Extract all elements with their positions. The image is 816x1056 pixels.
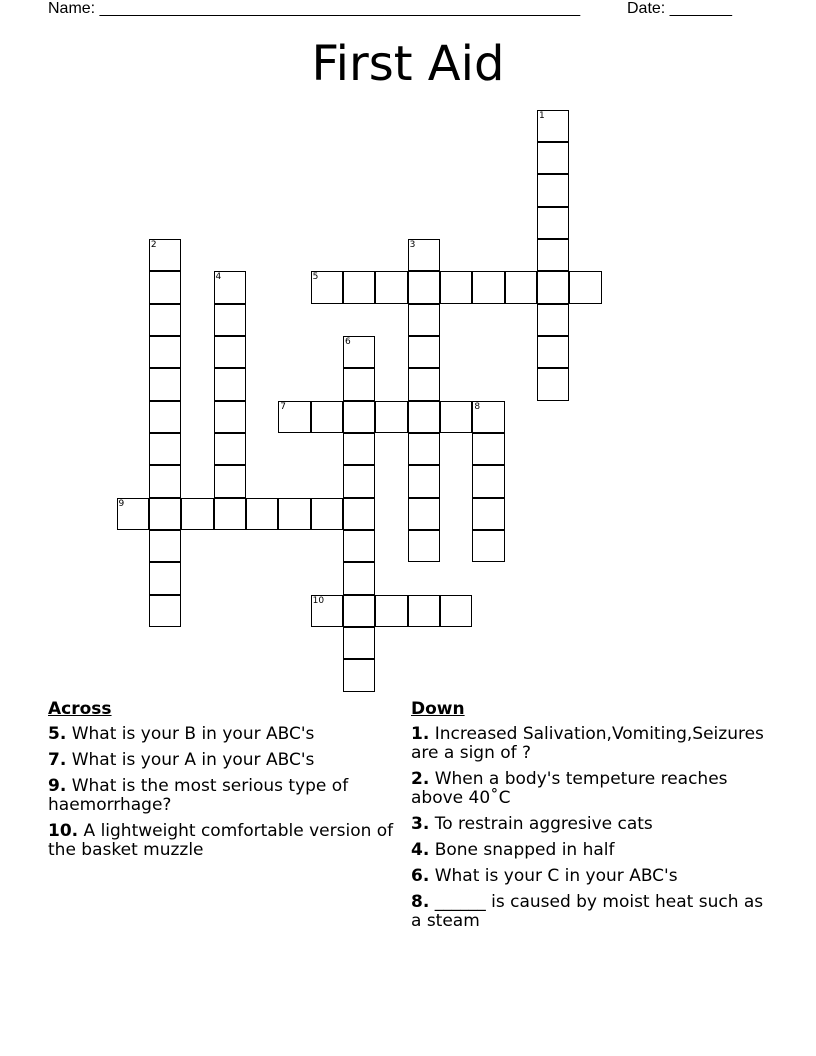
grid-cell[interactable] <box>149 562 181 594</box>
clue-text: What is your B in your ABC's <box>71 724 315 744</box>
clue-number-label: 9 <box>118 498 125 509</box>
clue-text: Increased Salivation,Vomiting,Seizures are a sign of ? <box>411 724 764 763</box>
grid-cell[interactable] <box>408 271 440 303</box>
page-title: First Aid <box>311 36 505 92</box>
clue-across-9 <box>48 777 400 815</box>
clue-down-2 <box>411 770 771 808</box>
clue-number: 10. <box>48 821 79 841</box>
grid-cell[interactable] <box>408 530 440 562</box>
grid-cell[interactable] <box>537 368 569 400</box>
clue-text: A lightweight comfortable version of the basket muzzle <box>48 821 394 860</box>
down-clues <box>411 700 771 938</box>
grid-cell[interactable] <box>311 401 343 433</box>
grid-cell[interactable] <box>440 271 472 303</box>
clue-text: What is your A in your ABC's <box>71 750 315 770</box>
clue-number: 1. <box>411 724 430 744</box>
clue-number-label: 2 <box>150 239 157 250</box>
grid-cell[interactable] <box>408 368 440 400</box>
grid-cell[interactable] <box>149 336 181 368</box>
clue-text: To restrain aggresive cats <box>434 814 653 834</box>
across-clues <box>48 700 400 867</box>
grid-cell[interactable] <box>214 304 246 336</box>
clue-number: 5. <box>48 724 67 744</box>
grid-cell[interactable] <box>214 498 246 530</box>
clue-number-label: 10 <box>312 595 325 606</box>
grid-cell[interactable] <box>569 271 601 303</box>
clue-number: 2. <box>411 769 430 789</box>
grid-cell[interactable] <box>408 595 440 627</box>
clue-text: What is your C in your ABC's <box>434 866 678 886</box>
grid-cell[interactable] <box>505 271 537 303</box>
grid-cell[interactable] <box>214 336 246 368</box>
clue-number: 4. <box>411 840 430 860</box>
grid-cell[interactable] <box>343 401 375 433</box>
clue-across-10 <box>48 822 400 860</box>
grid-cell[interactable] <box>311 498 343 530</box>
grid-cell[interactable] <box>440 401 472 433</box>
grid-cell[interactable] <box>408 498 440 530</box>
clue-text: When a body's tempeture reaches above 40˚C <box>411 769 728 808</box>
grid-cell[interactable] <box>537 304 569 336</box>
clue-text: Bone snapped in half <box>434 840 615 860</box>
grid-cell[interactable] <box>278 498 310 530</box>
clue-number-label: 3 <box>409 239 416 250</box>
down-heading: Down <box>411 699 465 719</box>
grid-cell[interactable] <box>408 336 440 368</box>
clue-number: 7. <box>48 750 67 770</box>
clue-number-label: 7 <box>280 401 286 412</box>
grid-cell[interactable] <box>537 174 569 206</box>
clue-text: ______ is caused by moist heat such as a steam <box>411 892 764 931</box>
grid-cell[interactable] <box>408 465 440 497</box>
grid-cell[interactable] <box>375 595 407 627</box>
grid-cell[interactable] <box>149 304 181 336</box>
grid-cell[interactable] <box>343 433 375 465</box>
grid-cell[interactable] <box>537 271 569 303</box>
date-field[interactable]: Date: _______ <box>627 0 732 17</box>
grid-cell[interactable] <box>343 595 375 627</box>
grid-cell[interactable] <box>343 368 375 400</box>
grid-cell[interactable] <box>472 465 504 497</box>
grid-cell[interactable] <box>149 401 181 433</box>
grid-cell[interactable] <box>149 271 181 303</box>
clue-down-4 <box>411 841 771 860</box>
grid-cell[interactable] <box>246 498 278 530</box>
grid-cell[interactable] <box>537 239 569 271</box>
grid-cell[interactable] <box>343 271 375 303</box>
grid-cell[interactable] <box>149 530 181 562</box>
clue-number-label: 8 <box>474 401 481 412</box>
grid-cell[interactable] <box>537 336 569 368</box>
grid-cell[interactable] <box>472 530 504 562</box>
clue-number: 9. <box>48 776 67 796</box>
grid-cell[interactable] <box>343 465 375 497</box>
grid-cell[interactable] <box>214 465 246 497</box>
grid-cell[interactable] <box>149 498 181 530</box>
grid-cell[interactable] <box>343 530 375 562</box>
grid-cell[interactable] <box>537 207 569 239</box>
clue-number: 3. <box>411 814 430 834</box>
across-heading: Across <box>48 699 112 719</box>
clue-number-label: 1 <box>539 110 545 121</box>
grid-cell[interactable] <box>440 595 472 627</box>
grid-cell[interactable] <box>375 401 407 433</box>
grid-cell[interactable] <box>472 271 504 303</box>
clue-down-3 <box>411 815 771 834</box>
clue-number: 6. <box>411 866 430 886</box>
grid-cell[interactable] <box>214 401 246 433</box>
grid-cell[interactable] <box>343 498 375 530</box>
clue-down-1 <box>411 725 771 763</box>
grid-cell[interactable] <box>149 465 181 497</box>
clue-number-label: 6 <box>344 336 351 347</box>
clue-number-label: 5 <box>312 272 319 283</box>
grid-cell[interactable] <box>408 401 440 433</box>
grid-cell[interactable] <box>537 142 569 174</box>
grid-cell[interactable] <box>149 368 181 400</box>
grid-cell[interactable] <box>408 304 440 336</box>
grid-cell[interactable] <box>472 433 504 465</box>
clue-across-5 <box>48 725 400 744</box>
clue-text: What is the most serious type of haemorrhage? <box>48 776 349 815</box>
grid-cell[interactable] <box>375 271 407 303</box>
clue-across-7 <box>48 751 400 770</box>
grid-cell[interactable] <box>343 562 375 594</box>
grid-cell[interactable] <box>149 595 181 627</box>
grid-cell[interactable] <box>214 433 246 465</box>
clue-number: 8. <box>411 892 430 912</box>
grid-cell[interactable] <box>408 433 440 465</box>
grid-cell[interactable] <box>472 498 504 530</box>
grid-cell[interactable] <box>149 433 181 465</box>
grid-cell[interactable] <box>343 659 375 691</box>
clue-number-label: 4 <box>215 272 222 283</box>
grid-cell[interactable] <box>214 368 246 400</box>
name-field[interactable]: Name: ______________________________________________________ <box>48 0 581 17</box>
clue-down-6 <box>411 867 771 886</box>
clue-down-8 <box>411 893 771 931</box>
grid-cell[interactable] <box>343 627 375 659</box>
grid-cell[interactable] <box>181 498 213 530</box>
